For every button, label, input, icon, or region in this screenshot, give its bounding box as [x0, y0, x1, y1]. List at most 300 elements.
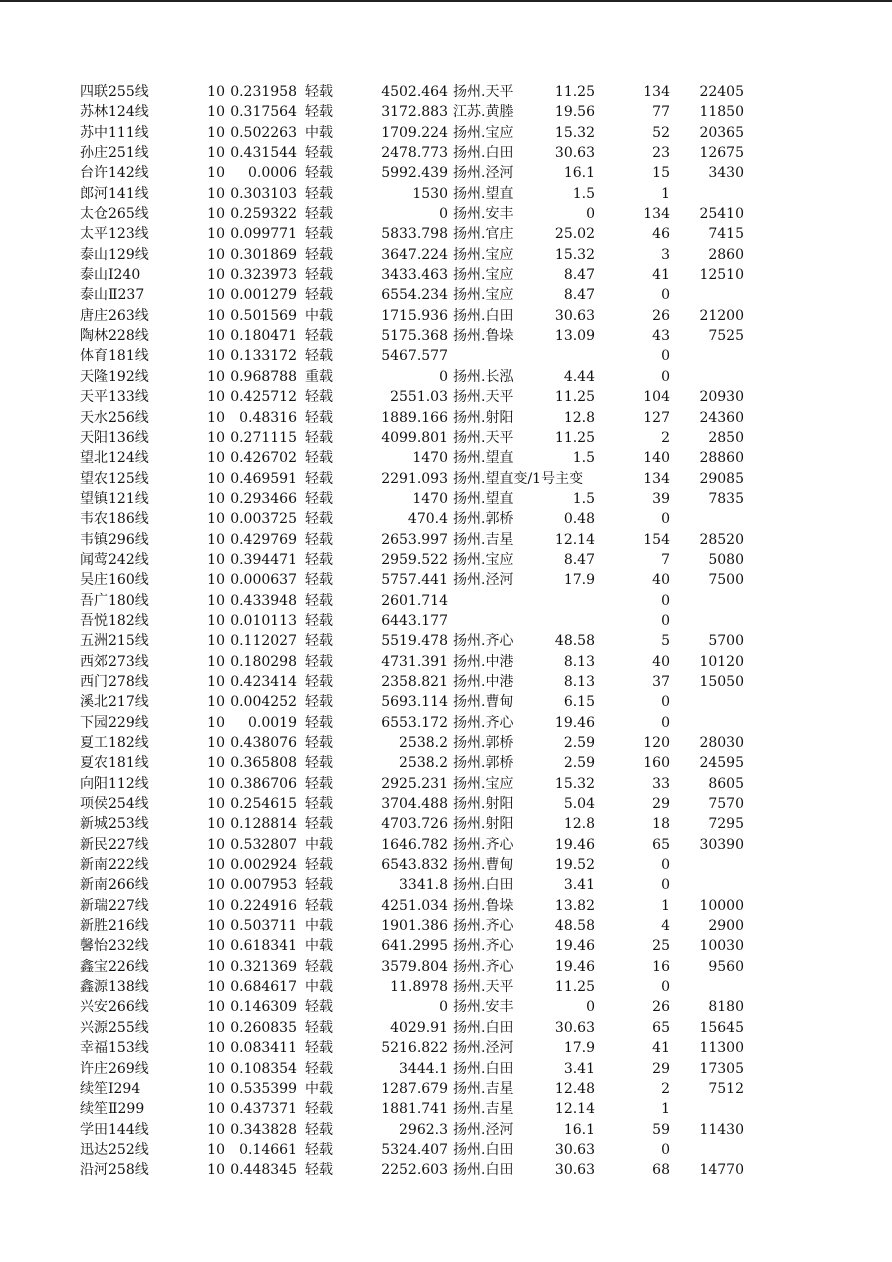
table-row [0, 204, 892, 224]
table-row [0, 1099, 892, 1119]
table-row [0, 387, 892, 407]
length-cell: 8.47 [563, 287, 595, 304]
voltage-cell: 10 [207, 429, 225, 446]
load-status-cell: 轻载 [305, 755, 333, 772]
load-status-cell: 轻载 [305, 531, 333, 548]
line-name-cell: 望镇121线 [80, 490, 149, 507]
table-row [0, 611, 892, 631]
table-row [0, 916, 892, 936]
value-cell: 4099.801 [381, 429, 448, 446]
capacity-cell: 7295 [708, 816, 744, 833]
voltage-cell: 10 [207, 796, 225, 813]
capacity-cell: 11300 [699, 1040, 744, 1057]
table-row [0, 1018, 892, 1038]
table-row [0, 489, 892, 509]
capacity-cell: 24360 [699, 409, 744, 426]
substation-cell: 扬州.郭桥 [453, 735, 514, 751]
length-cell: 11.25 [554, 84, 595, 100]
load-status-cell: 中载 [305, 979, 333, 996]
substation-cell: 扬州.泾河 [453, 572, 514, 589]
capacity-cell: 15645 [699, 1019, 744, 1036]
load-rate-cell: 0.425712 [230, 389, 297, 406]
load-status-cell: 轻载 [305, 897, 333, 914]
capacity-cell: 7415 [708, 226, 744, 243]
count-cell: 0 [661, 287, 670, 304]
line-name-cell: 孙庄251线 [80, 145, 149, 162]
load-rate-cell: 0.14661 [239, 1141, 297, 1158]
length-cell: 19.46 [554, 938, 595, 955]
substation-cell: 扬州.齐心 [453, 836, 514, 853]
value-cell: 1470 [412, 490, 448, 507]
load-rate-cell: 0.394471 [230, 551, 297, 568]
load-rate-cell: 0.968788 [230, 368, 297, 385]
load-status-cell: 轻载 [305, 185, 333, 202]
line-name-cell: 夏工182线 [80, 735, 149, 751]
load-status-cell: 轻载 [305, 572, 333, 589]
value-cell: 11.8978 [390, 979, 448, 996]
capacity-cell: 5700 [708, 633, 744, 650]
table-row [0, 591, 892, 611]
load-rate-cell: 0.0019 [248, 714, 297, 731]
value-cell: 6543.832 [381, 857, 448, 874]
count-cell: 154 [643, 531, 670, 548]
capacity-cell: 28520 [699, 531, 744, 548]
load-status-cell: 轻载 [305, 612, 333, 629]
length-cell: 15.32 [554, 124, 595, 141]
value-cell: 5175.368 [381, 328, 448, 345]
line-name-cell: 鑫宝226线 [80, 958, 149, 975]
voltage-cell: 10 [207, 165, 225, 182]
count-cell: 68 [652, 1162, 670, 1179]
substation-cell: 扬州.齐心 [453, 958, 514, 975]
voltage-cell: 10 [207, 287, 225, 304]
load-status-cell: 轻载 [305, 165, 333, 182]
load-rate-cell: 0.108354 [230, 1060, 297, 1077]
value-cell: 3433.463 [381, 267, 448, 284]
capacity-cell: 2850 [708, 429, 744, 446]
load-rate-cell: 0.112027 [230, 633, 297, 650]
voltage-cell: 10 [207, 511, 225, 528]
table-row [0, 936, 892, 956]
load-status-cell: 轻载 [305, 267, 333, 284]
count-cell: 41 [652, 267, 670, 284]
load-rate-cell: 0.180471 [230, 328, 297, 345]
load-status-cell: 中载 [305, 124, 333, 141]
value-cell: 5693.114 [381, 694, 448, 711]
load-status-cell: 轻载 [305, 1141, 333, 1158]
top-border-rule [0, 0, 892, 2]
length-cell: 16.1 [563, 1121, 595, 1138]
count-cell: 65 [652, 1019, 670, 1036]
load-rate-cell: 0.010113 [230, 612, 297, 629]
value-cell: 1901.386 [381, 918, 448, 935]
line-name-cell: 五洲215线 [80, 633, 149, 650]
voltage-cell: 10 [207, 490, 225, 507]
capacity-cell: 15050 [699, 673, 744, 690]
line-name-cell: 续笙Ⅰ294 [80, 1080, 141, 1097]
load-status-cell: 轻载 [305, 958, 333, 975]
table-row [0, 469, 892, 489]
load-status-cell: 轻载 [305, 551, 333, 568]
voltage-cell: 10 [207, 673, 225, 690]
load-rate-cell: 0.438076 [230, 735, 297, 751]
value-cell: 1470 [412, 450, 448, 467]
count-cell: 0 [661, 857, 670, 874]
length-cell: 1.5 [572, 490, 595, 507]
substation-cell: 扬州.泾河 [453, 1040, 514, 1057]
count-cell: 23 [652, 145, 670, 162]
substation-cell: 扬州.白田 [453, 1019, 514, 1036]
length-cell: 3.41 [563, 1060, 595, 1077]
value-cell: 4731.391 [381, 653, 448, 670]
count-cell: 134 [643, 84, 670, 100]
load-rate-cell: 0.301869 [230, 246, 297, 263]
line-name-cell: 太平123线 [80, 226, 149, 243]
length-cell: 30.63 [554, 307, 595, 324]
line-name-cell: 沿河258线 [80, 1162, 149, 1179]
line-name-cell: 新瑞227线 [80, 897, 149, 914]
load-status-cell: 中载 [305, 938, 333, 955]
voltage-cell: 10 [207, 1121, 225, 1138]
count-cell: 29 [652, 1060, 670, 1077]
load-status-cell: 轻载 [305, 653, 333, 670]
table-row [0, 570, 892, 590]
line-name-cell: 苏林124线 [80, 104, 149, 121]
count-cell: 37 [652, 673, 670, 690]
value-cell: 6554.234 [381, 287, 448, 304]
count-cell: 2 [661, 429, 670, 446]
substation-cell: 扬州.望直 [453, 450, 514, 467]
value-cell: 2291.093 [381, 470, 448, 487]
value-cell: 3647.224 [381, 246, 448, 263]
length-cell: 12.8 [563, 816, 595, 833]
substation-cell: 扬州.天平 [453, 84, 514, 100]
voltage-cell: 10 [207, 1019, 225, 1036]
capacity-cell: 28860 [699, 450, 744, 467]
count-cell: 40 [652, 653, 670, 670]
voltage-cell: 10 [207, 145, 225, 162]
length-cell: 30.63 [554, 1141, 595, 1158]
table-row [0, 306, 892, 326]
capacity-cell: 5080 [708, 551, 744, 568]
line-name-cell: 台许142线 [80, 165, 149, 182]
voltage-cell: 10 [207, 897, 225, 914]
length-cell: 6.15 [563, 694, 595, 711]
capacity-cell: 30390 [699, 836, 744, 853]
table-row [0, 672, 892, 692]
line-name-cell: 新胜216线 [80, 918, 149, 935]
length-cell: 30.63 [554, 145, 595, 162]
length-cell: 13.09 [554, 328, 595, 345]
substation-cell: 扬州.射阳 [453, 796, 514, 813]
capacity-cell: 22405 [699, 84, 744, 100]
value-cell: 0 [439, 999, 448, 1016]
capacity-cell: 7500 [708, 572, 744, 589]
load-rate-cell: 0.321369 [230, 958, 297, 975]
line-name-cell: 幸福153线 [80, 1040, 149, 1057]
voltage-cell: 10 [207, 470, 225, 487]
capacity-cell: 28030 [699, 735, 744, 751]
load-status-cell: 轻载 [305, 1060, 333, 1077]
load-rate-cell: 0.501569 [230, 307, 297, 324]
value-cell: 3579.804 [381, 958, 448, 975]
substation-cell: 扬州.齐心 [453, 633, 514, 650]
value-cell: 1646.782 [381, 836, 448, 853]
load-status-cell: 轻载 [305, 287, 333, 304]
load-rate-cell: 0.426702 [230, 450, 297, 467]
table-row [0, 774, 892, 794]
load-status-cell: 轻载 [305, 694, 333, 711]
line-name-cell: 新民227线 [80, 836, 149, 853]
length-cell: 48.58 [554, 918, 595, 935]
load-status-cell: 轻载 [305, 877, 333, 894]
table-row [0, 102, 892, 122]
substation-cell: 扬州.射阳 [453, 409, 514, 426]
count-cell: 59 [652, 1121, 670, 1138]
table-row [0, 245, 892, 265]
count-cell: 4 [661, 918, 670, 935]
load-rate-cell: 0.343828 [230, 1121, 297, 1138]
capacity-cell: 10030 [699, 938, 744, 955]
line-name-cell: 天阳136线 [80, 429, 149, 446]
length-cell: 12.14 [554, 531, 595, 548]
load-rate-cell: 0.317564 [230, 104, 297, 121]
capacity-cell: 7525 [708, 328, 744, 345]
substation-cell: 扬州.白田 [453, 1141, 514, 1158]
line-name-cell: 项侯254线 [80, 796, 149, 813]
substation-cell: 扬州.白田 [453, 1162, 514, 1179]
value-cell: 1715.936 [381, 307, 448, 324]
load-status-cell: 轻载 [305, 999, 333, 1016]
load-status-cell: 轻载 [305, 429, 333, 446]
line-name-cell: 新南222线 [80, 857, 149, 874]
value-cell: 470.4 [407, 511, 448, 528]
substation-cell: 扬州.天平 [453, 429, 514, 446]
table-row [0, 814, 892, 834]
count-cell: 1 [661, 185, 670, 202]
load-rate-cell: 0.260835 [230, 1019, 297, 1036]
count-cell: 1 [661, 1101, 670, 1118]
count-cell: 0 [661, 511, 670, 528]
table-row [0, 509, 892, 529]
line-name-cell: 学田144线 [80, 1121, 149, 1138]
line-name-cell: 天水256线 [80, 409, 149, 426]
substation-cell: 扬州.安丰 [453, 206, 514, 223]
value-cell: 2653.997 [381, 531, 448, 548]
voltage-cell: 10 [207, 206, 225, 223]
count-cell: 0 [661, 714, 670, 731]
length-cell: 0 [586, 999, 595, 1016]
count-cell: 0 [661, 612, 670, 629]
voltage-cell: 10 [207, 612, 225, 629]
table-row [0, 753, 892, 773]
length-cell: 8.47 [563, 267, 595, 284]
value-cell: 4251.034 [381, 897, 448, 914]
line-name-cell: 闻莺242线 [80, 551, 149, 568]
load-status-cell: 轻载 [305, 348, 333, 365]
load-status-cell: 轻载 [305, 84, 333, 100]
voltage-cell: 10 [207, 450, 225, 467]
count-cell: 160 [643, 755, 670, 772]
value-cell: 1881.741 [381, 1101, 448, 1118]
count-cell: 140 [643, 450, 670, 467]
count-cell: 0 [661, 979, 670, 996]
count-cell: 26 [652, 999, 670, 1016]
load-status-cell: 轻载 [305, 857, 333, 874]
substation-cell: 扬州.射阳 [453, 816, 514, 833]
load-status-cell: 中载 [305, 307, 333, 324]
capacity-cell: 10120 [699, 653, 744, 670]
capacity-cell: 29085 [699, 470, 744, 487]
voltage-cell: 10 [207, 979, 225, 996]
line-name-cell: 西郊273线 [80, 653, 149, 670]
voltage-cell: 10 [207, 714, 225, 731]
line-name-cell: 兴安266线 [80, 999, 149, 1016]
count-cell: 29 [652, 796, 670, 813]
voltage-cell: 10 [207, 551, 225, 568]
voltage-cell: 10 [207, 755, 225, 772]
line-name-cell: 望农125线 [80, 470, 149, 487]
length-cell: 0 [586, 206, 595, 223]
voltage-cell: 10 [207, 958, 225, 975]
table-row [0, 875, 892, 895]
substation-cell: 扬州.齐心 [453, 938, 514, 955]
value-cell: 3172.883 [381, 104, 448, 121]
capacity-cell: 14770 [699, 1162, 744, 1179]
line-name-cell: 郎河141线 [80, 185, 149, 202]
length-cell: 1.5 [572, 185, 595, 202]
count-cell: 18 [652, 816, 670, 833]
load-rate-cell: 0.303103 [230, 185, 297, 202]
voltage-cell: 10 [207, 877, 225, 894]
value-cell: 3341.8 [399, 877, 448, 894]
voltage-cell: 10 [207, 938, 225, 955]
count-cell: 39 [652, 490, 670, 507]
load-rate-cell: 0.386706 [230, 775, 297, 792]
count-cell: 5 [661, 633, 670, 650]
load-rate-cell: 0.001279 [230, 287, 297, 304]
line-name-cell: 吴庄160线 [80, 572, 149, 589]
voltage-cell: 10 [207, 1162, 225, 1179]
count-cell: 1 [661, 897, 670, 914]
value-cell: 2925.231 [381, 775, 448, 792]
voltage-cell: 10 [207, 836, 225, 853]
line-name-cell: 迅达252线 [80, 1141, 149, 1158]
substation-cell: 扬州.吉星 [453, 1080, 514, 1097]
table-row [0, 265, 892, 285]
value-cell: 2962.3 [399, 1121, 448, 1138]
length-cell: 12.8 [563, 409, 595, 426]
value-cell: 5324.407 [381, 1141, 448, 1158]
substation-cell: 扬州.宝应 [453, 124, 514, 141]
load-status-cell: 轻载 [305, 226, 333, 243]
voltage-cell: 10 [207, 84, 225, 100]
count-cell: 77 [652, 104, 670, 121]
capacity-cell: 7835 [708, 490, 744, 507]
load-rate-cell: 0.083411 [230, 1040, 297, 1057]
line-name-cell: 下园229线 [80, 714, 149, 731]
value-cell: 5757.441 [381, 572, 448, 589]
load-status-cell: 轻载 [305, 246, 333, 263]
count-cell: 7 [661, 551, 670, 568]
load-status-cell: 轻载 [305, 673, 333, 690]
capacity-cell: 20930 [699, 389, 744, 406]
load-status-cell: 轻载 [305, 490, 333, 507]
load-rate-cell: 0.684617 [230, 979, 297, 996]
length-cell: 19.46 [554, 836, 595, 853]
table-row [0, 123, 892, 143]
load-rate-cell: 0.323973 [230, 267, 297, 284]
line-name-cell: 苏中111线 [80, 124, 149, 141]
length-cell: 12.48 [554, 1080, 595, 1097]
table-row [0, 896, 892, 916]
substation-cell: 扬州.齐心 [453, 918, 514, 935]
voltage-cell: 10 [207, 267, 225, 284]
voltage-cell: 10 [207, 104, 225, 121]
substation-cell: 扬州.白田 [453, 877, 514, 894]
count-cell: 0 [661, 592, 670, 609]
count-cell: 46 [652, 226, 670, 243]
line-name-cell: 体育181线 [80, 348, 149, 365]
length-cell: 15.32 [554, 775, 595, 792]
voltage-cell: 10 [207, 307, 225, 324]
table-row [0, 652, 892, 672]
load-rate-cell: 0.224916 [230, 897, 297, 914]
value-cell: 5992.439 [381, 165, 448, 182]
length-cell: 30.63 [554, 1162, 595, 1179]
length-cell: 19.46 [554, 958, 595, 975]
value-cell: 5467.577 [381, 348, 448, 365]
count-cell: 0 [661, 694, 670, 711]
line-name-cell: 西门278线 [80, 673, 149, 690]
load-rate-cell: 0.431544 [230, 145, 297, 162]
line-name-cell: 韦镇296线 [80, 531, 149, 548]
value-cell: 2959.522 [381, 551, 448, 568]
load-rate-cell: 0.146309 [230, 999, 297, 1016]
substation-cell: 扬州.中港 [453, 653, 514, 670]
count-cell: 127 [643, 409, 670, 426]
length-cell: 19.46 [554, 714, 595, 731]
load-rate-cell: 0.365808 [230, 755, 297, 772]
voltage-cell: 10 [207, 653, 225, 670]
value-cell: 2358.821 [381, 673, 448, 690]
length-cell: 19.56 [554, 104, 595, 121]
substation-cell: 扬州.泾河 [453, 1121, 514, 1138]
load-status-cell: 中载 [305, 1080, 333, 1097]
voltage-cell: 10 [207, 1080, 225, 1097]
voltage-cell: 10 [207, 918, 225, 935]
length-cell: 17.9 [563, 572, 595, 589]
voltage-cell: 10 [207, 592, 225, 609]
line-name-cell: 唐庄263线 [80, 307, 149, 324]
line-name-cell: 新城253线 [80, 816, 149, 833]
load-rate-cell: 0.618341 [230, 938, 297, 955]
count-cell: 41 [652, 1040, 670, 1057]
value-cell: 6553.172 [381, 714, 448, 731]
line-name-cell: 馨怡232线 [80, 938, 149, 955]
load-rate-cell: 0.259322 [230, 206, 297, 223]
load-rate-cell: 0.003725 [230, 511, 297, 528]
length-cell: 1.5 [572, 450, 595, 467]
load-rate-cell: 0.133172 [230, 348, 297, 365]
voltage-cell: 10 [207, 368, 225, 385]
count-cell: 43 [652, 328, 670, 345]
table-row [0, 855, 892, 875]
substation-cell: 扬州.吉星 [453, 1101, 514, 1118]
count-cell: 26 [652, 307, 670, 324]
load-status-cell: 轻载 [305, 714, 333, 731]
value-cell: 2538.2 [399, 735, 448, 751]
